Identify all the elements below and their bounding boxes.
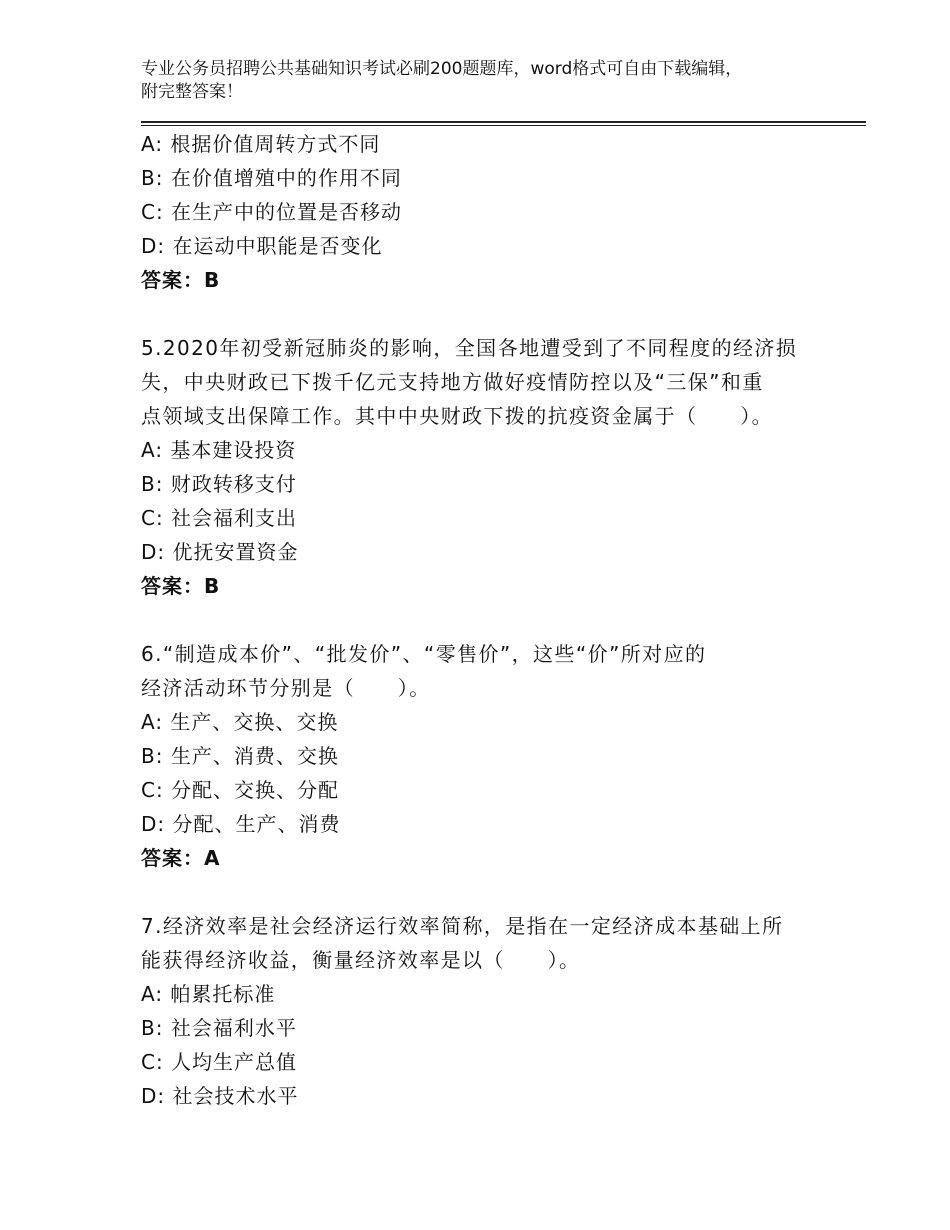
question-4: [141, 127, 811, 297]
option-d: D: 优抚安置资金: [141, 540, 299, 564]
spacer: [141, 297, 811, 331]
header-line-2: 附完整答案！: [141, 82, 243, 102]
question-text-line: 6.“制造成本价”、“批发价”、“零售价”，这些“价”所对应的: [141, 642, 707, 666]
option-b: B: 财政转移支付: [141, 472, 297, 496]
question-7: [141, 909, 811, 1113]
question-text-line: 5.2020年初受新冠肺炎的影响，全国各地遭受到了不同程度的经济损: [141, 336, 798, 360]
option-b: B: 社会福利水平: [141, 1016, 297, 1040]
option-d: D: 在运动中职能是否变化: [141, 234, 383, 258]
spacer: [141, 603, 811, 637]
spacer: [141, 875, 811, 909]
question-text-line: 失，中央财政已下拨千亿元支持地方做好疫情防控以及“三保”和重: [141, 370, 764, 394]
option-a: A: 根据价值周转方式不同: [141, 132, 381, 156]
option-b: B: 生产、消费、交换: [141, 744, 339, 768]
answer: 答案：A: [141, 846, 221, 870]
question-5: [141, 331, 811, 603]
option-c: C: 人均生产总值: [141, 1050, 298, 1074]
header-rule-thin: [141, 125, 866, 126]
option-c: C: 分配、交换、分配: [141, 778, 340, 802]
option-c: C: 在生产中的位置是否移动: [141, 200, 403, 224]
option-a: A: 帕累托标准: [141, 982, 276, 1006]
question-6: [141, 637, 811, 875]
option-a: A: 生产、交换、交换: [141, 710, 339, 734]
page-header: [141, 58, 841, 104]
question-text-line: 点领域支出保障工作。其中中央财政下拨的抗疫资金属于（ ）。: [141, 404, 773, 428]
header-line-1: 专业公务员招聘公共基础知识考试必刷200题题库，word格式可自由下载编辑，: [141, 59, 743, 79]
question-text-line: 经济活动环节分别是（ ）。: [141, 676, 431, 700]
option-a: A: 基本建设投资: [141, 438, 297, 462]
question-text-line: 能获得经济收益，衡量经济效率是以（ ）。: [141, 948, 581, 972]
answer: 答案：B: [141, 574, 221, 598]
option-c: C: 社会福利支出: [141, 506, 298, 530]
question-list: [141, 127, 811, 1113]
option-d: D: 社会技术水平: [141, 1084, 299, 1108]
option-b: B: 在价值增殖中的作用不同: [141, 166, 402, 190]
question-text-line: 7.经济效率是社会经济运行效率简称，是指在一定经济成本基础上所: [141, 914, 784, 938]
answer: 答案：B: [141, 268, 221, 292]
option-d: D: 分配、生产、消费: [141, 812, 341, 836]
header-rule-thick: [141, 121, 866, 123]
